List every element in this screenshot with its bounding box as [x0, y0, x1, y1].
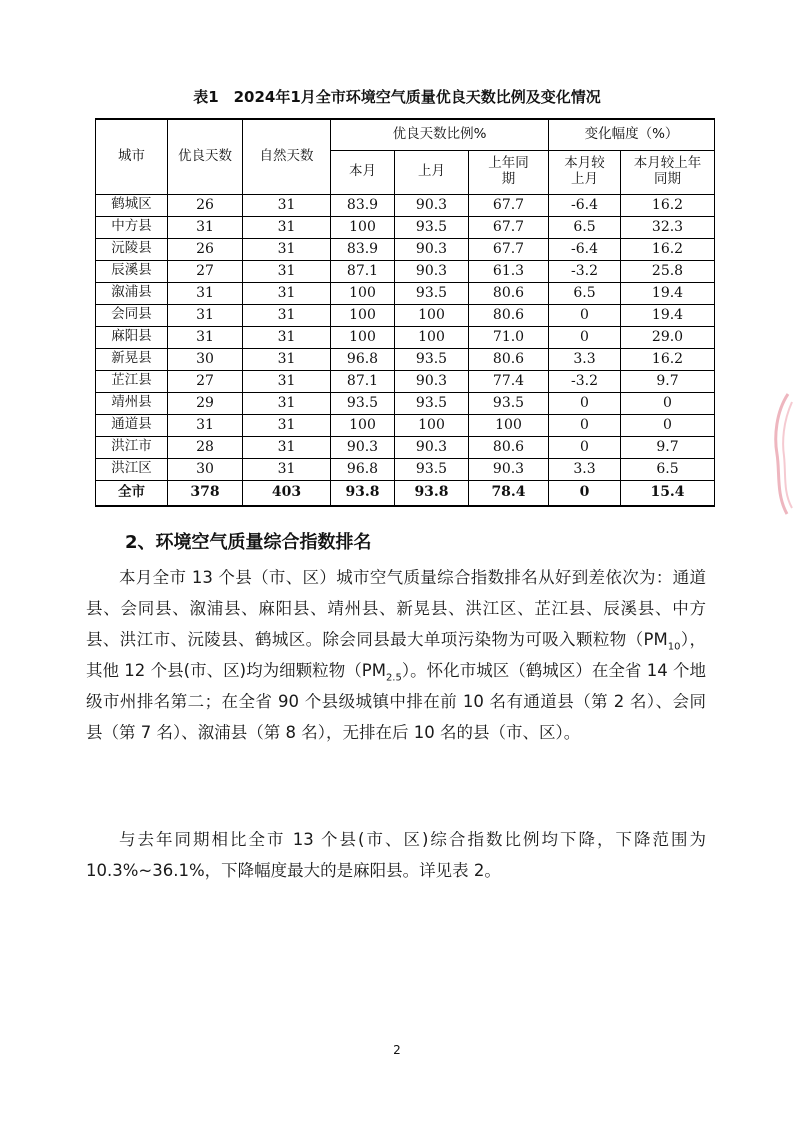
value-cell: 90.3 [395, 370, 469, 392]
paragraph-comparison [86, 824, 706, 886]
city-cell: 靖州县 [96, 392, 168, 414]
value-cell: 96.8 [331, 458, 395, 480]
total-cell: 15.4 [621, 480, 715, 506]
value-cell: 31 [168, 414, 243, 436]
value-cell: 31 [243, 370, 331, 392]
table-row [96, 370, 715, 392]
value-cell: 71.0 [469, 326, 549, 348]
city-cell: 麻阳县 [96, 326, 168, 348]
value-cell: 90.3 [395, 436, 469, 458]
city-cell: 会同县 [96, 304, 168, 326]
header-change-group: 变化幅度（%） [549, 119, 715, 150]
paragraph-text: ）。怀化市城区（鹤城区）在全省 14 个地级市州排名第二；在全省 90 个县级城镇中排在前 10 名有通道县（第 2 名）、会同县（第 7 名）、溆浦县（第 8 名），无排在后 10 名的县（市、区）。 [86, 661, 706, 742]
value-cell: 80.6 [469, 436, 549, 458]
value-cell: 6.5 [549, 282, 621, 304]
value-cell: 93.5 [395, 392, 469, 414]
value-cell: 3.3 [549, 458, 621, 480]
value-cell: -6.4 [549, 194, 621, 216]
value-cell: 90.3 [469, 458, 549, 480]
city-cell: 溆浦县 [96, 282, 168, 304]
value-cell: 28 [168, 436, 243, 458]
value-cell: 31 [243, 194, 331, 216]
table-row [96, 436, 715, 458]
paragraph-text: 与去年同期相比全市 13 个县(市、区)综合指数比例均下降，下降范围为 10.3%~36.1%，下降幅度最大的是麻阳县。详见表 2。 [86, 830, 706, 880]
value-cell: 100 [331, 282, 395, 304]
value-cell: 31 [243, 216, 331, 238]
value-cell: 93.5 [395, 216, 469, 238]
value-cell: 83.9 [331, 194, 395, 216]
table-row [96, 458, 715, 480]
city-cell: 通道县 [96, 414, 168, 436]
city-cell: 辰溪县 [96, 260, 168, 282]
value-cell: 93.5 [395, 282, 469, 304]
value-cell: 31 [168, 282, 243, 304]
header-ratio-last-month: 上月 [395, 150, 469, 194]
value-cell: 31 [168, 326, 243, 348]
header-city: 城市 [96, 119, 168, 194]
table-title: 表1 2024年1月全市环境空气质量优良天数比例及变化情况 [193, 88, 601, 106]
value-cell: 100 [395, 304, 469, 326]
value-cell: 100 [395, 414, 469, 436]
value-cell: 87.1 [331, 370, 395, 392]
total-cell: 378 [168, 480, 243, 506]
value-cell: 19.4 [621, 304, 715, 326]
total-cell: 93.8 [331, 480, 395, 506]
table-row [96, 414, 715, 436]
value-cell: 31 [243, 260, 331, 282]
value-cell: 90.3 [395, 260, 469, 282]
value-cell: 0 [549, 326, 621, 348]
value-cell: 0 [549, 414, 621, 436]
table-row [96, 348, 715, 370]
table-row [96, 260, 715, 282]
value-cell: 31 [243, 458, 331, 480]
table-row [96, 392, 715, 414]
value-cell: 27 [168, 370, 243, 392]
value-cell: 31 [243, 348, 331, 370]
value-cell: 93.5 [395, 458, 469, 480]
value-cell: 3.3 [549, 348, 621, 370]
value-cell: 6.5 [621, 458, 715, 480]
value-cell: 31 [243, 326, 331, 348]
value-cell: 16.2 [621, 238, 715, 260]
value-cell: 67.7 [469, 216, 549, 238]
value-cell: 25.8 [621, 260, 715, 282]
value-cell: 31 [243, 414, 331, 436]
total-cell: 全市 [96, 480, 168, 506]
value-cell: 9.7 [621, 370, 715, 392]
value-cell: 93.5 [331, 392, 395, 414]
city-cell: 鹤城区 [96, 194, 168, 216]
value-cell: 90.3 [331, 436, 395, 458]
value-cell: 0 [621, 414, 715, 436]
value-cell: 0 [549, 436, 621, 458]
table-row [96, 304, 715, 326]
value-cell: 87.1 [331, 260, 395, 282]
value-cell: 31 [243, 282, 331, 304]
value-cell: 27 [168, 260, 243, 282]
value-cell: 9.7 [621, 436, 715, 458]
table-row [96, 194, 715, 216]
value-cell: 29.0 [621, 326, 715, 348]
header-change-vs-last-month: 本月较上月 [549, 150, 621, 194]
total-cell: 93.8 [395, 480, 469, 506]
table-row [96, 326, 715, 348]
table-row [96, 216, 715, 238]
value-cell: 96.8 [331, 348, 395, 370]
value-cell: 80.6 [469, 304, 549, 326]
table-row [96, 282, 715, 304]
value-cell: 30 [168, 458, 243, 480]
value-cell: 90.3 [395, 238, 469, 260]
air-quality-table [95, 118, 715, 507]
header-natural-days: 自然天数 [243, 119, 331, 194]
value-cell: 80.6 [469, 348, 549, 370]
value-cell: -6.4 [549, 238, 621, 260]
value-cell: 16.2 [621, 194, 715, 216]
total-cell: 0 [549, 480, 621, 506]
paragraph-ranking [86, 562, 706, 748]
city-cell: 洪江区 [96, 458, 168, 480]
value-cell: 31 [243, 238, 331, 260]
value-cell: 93.5 [469, 392, 549, 414]
table-row-total [96, 480, 715, 506]
city-cell: 洪江市 [96, 436, 168, 458]
value-cell: 26 [168, 194, 243, 216]
value-cell: 100 [331, 304, 395, 326]
header-ratio-group: 优良天数比例% [331, 119, 549, 150]
value-cell: 100 [395, 326, 469, 348]
total-cell: 403 [243, 480, 331, 506]
value-cell: 0 [621, 392, 715, 414]
value-cell: 31 [243, 304, 331, 326]
value-cell: -3.2 [549, 260, 621, 282]
value-cell: 93.5 [395, 348, 469, 370]
value-cell: 67.7 [469, 194, 549, 216]
value-cell: 100 [331, 414, 395, 436]
value-cell: 100 [469, 414, 549, 436]
value-cell: 77.4 [469, 370, 549, 392]
value-cell: 0 [549, 304, 621, 326]
header-ratio-this-month: 本月 [331, 150, 395, 194]
city-cell: 新晃县 [96, 348, 168, 370]
subscript: 10 [667, 641, 681, 653]
value-cell: 0 [549, 392, 621, 414]
value-cell: -3.2 [549, 370, 621, 392]
table-row [96, 238, 715, 260]
value-cell: 6.5 [549, 216, 621, 238]
header-ratio-last-year: 上年同期 [469, 150, 549, 194]
value-cell: 31 [243, 436, 331, 458]
value-cell: 83.9 [331, 238, 395, 260]
city-cell: 芷江县 [96, 370, 168, 392]
value-cell: 67.7 [469, 238, 549, 260]
value-cell: 100 [331, 216, 395, 238]
value-cell: 100 [331, 326, 395, 348]
header-good-days: 优良天数 [168, 119, 243, 194]
total-cell: 78.4 [469, 480, 549, 506]
red-stamp-edge [768, 392, 794, 517]
value-cell: 31 [243, 392, 331, 414]
subscript: 2.5 [385, 672, 402, 684]
table-body [96, 194, 715, 480]
section-heading: 2、环境空气质量综合指数排名 [125, 532, 372, 553]
header-change-vs-last-year: 本月较上年同期 [621, 150, 715, 194]
value-cell: 31 [168, 304, 243, 326]
value-cell: 90.3 [395, 194, 469, 216]
value-cell: 26 [168, 238, 243, 260]
value-cell: 16.2 [621, 348, 715, 370]
paragraph-text: ），其他 12 个县(市、区)均为细颗粒物（PM [86, 630, 707, 680]
city-cell: 中方县 [96, 216, 168, 238]
value-cell: 29 [168, 392, 243, 414]
value-cell: 32.3 [621, 216, 715, 238]
value-cell: 31 [168, 216, 243, 238]
value-cell: 19.4 [621, 282, 715, 304]
paragraph-text: 本月全市 13 个县（市、区）城市空气质量综合指数排名从好到差依次为：通道县、会同县、溆浦县、麻阳县、靖州县、新晃县、洪江区、芷江县、辰溪县、中方县、洪江市、沅陵县、鹤城区。除会同县最大单项污染物为可吸入颗粒物（PM [86, 568, 706, 649]
page-number: 2 [393, 1043, 401, 1057]
city-cell: 沅陵县 [96, 238, 168, 260]
value-cell: 30 [168, 348, 243, 370]
value-cell: 61.3 [469, 260, 549, 282]
value-cell: 80.6 [469, 282, 549, 304]
